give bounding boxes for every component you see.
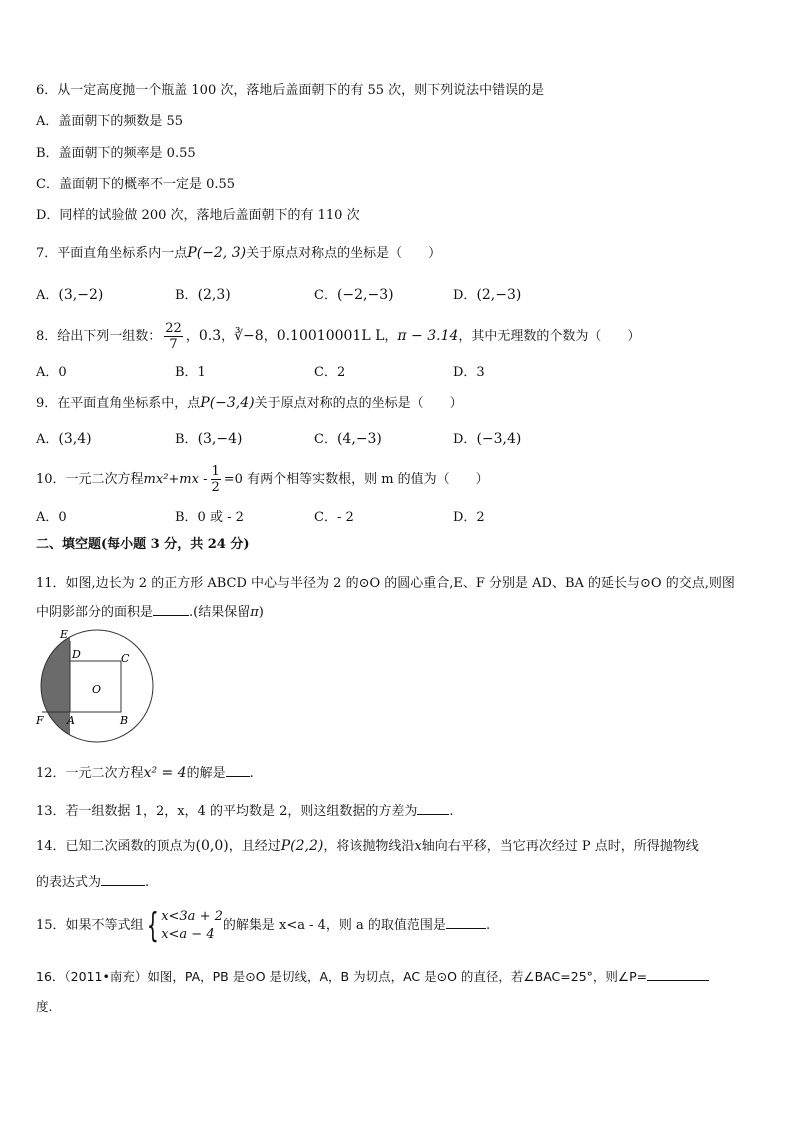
q16-line1: 16．（2011•南充）如图，PA，PB 是⊙O 是切线，A，B 为切点，AC 是⊙O 的直径，若∠BAC=25°，则∠P= xyxy=(36,968,709,986)
q11-figure xyxy=(34,628,164,746)
q10-stem: 10．一元二次方程mx²+mx - $\frac{1}{2}$ =0 有两个相等实数根，则 m 的值为（ ） xyxy=(36,464,489,495)
shaded-region xyxy=(34,628,70,746)
q9-option-b: B．(3,−4) xyxy=(175,431,243,447)
q8-decimal: 0.10010001L L xyxy=(276,328,385,344)
q11-line2: 中阴影部分的面积是 .(结果保留π) xyxy=(36,605,264,620)
q8-option-d: D．3 xyxy=(453,365,485,380)
q15-inequality-system: x<3a + 2 x<a − 4 xyxy=(161,908,223,942)
label-o: O xyxy=(92,683,102,696)
q14-answer-blank xyxy=(101,873,145,886)
q10-option-a: A．0 xyxy=(36,510,67,525)
q9-stem: 9．在平面直角坐标系中，点P(−3,4)关于原点对称的点的坐标是（ ） xyxy=(36,395,463,411)
q15-answer-blank xyxy=(446,916,486,929)
q7-stem: 7．平面直角坐标系内一点P(−2, 3)关于原点对称点的坐标是（ ） xyxy=(36,245,442,261)
label-c: C xyxy=(121,652,130,665)
q8-pi-expr: π − 3.14 xyxy=(397,328,459,344)
q9-point: P(−3,4) xyxy=(200,395,255,411)
q16-line2: 度. xyxy=(36,999,53,1014)
q8-fraction: $\frac{22}{7}$ xyxy=(165,321,182,352)
q9-option-c: C．(4,−3) xyxy=(314,431,382,447)
q9-option-d: D．(−3,4) xyxy=(453,431,522,447)
label-e: E xyxy=(60,628,69,641)
q11-answer-blank xyxy=(153,603,189,616)
q8-stem: 8．给出下列一组数： $\frac{22}{7}$ ，0.3̇，∛−8，0.10010001L L，π − 3.14，其中无理数的个数为（ ） xyxy=(36,321,641,352)
q13-stem: 13．若一组数据 1，2，x，4 的平均数是 2，则这组数据的方差为 . xyxy=(36,804,454,819)
q16-answer-blank xyxy=(647,968,709,981)
q8-cube-root: ∛−8 xyxy=(234,328,264,344)
q10-option-d: D．2 xyxy=(453,510,485,525)
q9-option-a: A．(3,4) xyxy=(36,431,92,447)
label-b: B xyxy=(120,714,129,727)
q15-stem: 15．如果不等式组{ x<3a + 2 x<a − 4 的解集是 x<a - 4，则 a 的取值范围是 . xyxy=(36,905,491,946)
q8-option-b: B．1 xyxy=(175,365,206,380)
q7-option-b: B．(2,3) xyxy=(175,287,231,303)
q12-stem: 12．一元二次方程x² = 4的解是 . xyxy=(36,765,254,781)
q11-line1: 11．如图,边长为 2 的正方形 ABCD 中心与半径为 2 的⊙O 的圆心重合,E、F 分别是 AD、BA 的延长与⊙O 的交点,则图 xyxy=(36,576,735,591)
label-d: D xyxy=(72,648,81,661)
section-heading: 二、填空题(每小题 3 分，共 24 分) xyxy=(36,537,250,552)
label-a: A xyxy=(67,714,75,727)
label-f: F xyxy=(36,714,44,727)
q7-option-d: D．(2,−3) xyxy=(453,287,522,303)
q8-repeating-decimal: 0.3̇ xyxy=(198,328,222,344)
q12-equation: x² = 4 xyxy=(143,765,187,781)
q6-stem: 6．从一定高度抛一个瓶盖 100 次，落地后盖面朝下的有 55 次，则下列说法中错误的是 xyxy=(36,83,545,98)
q7-option-a: A．(3,−2) xyxy=(36,287,104,303)
q10-expr: mx²+mx - xyxy=(143,472,208,487)
q6-option-d: D．同样的试验做 200 次，落地后盖面朝下的有 110 次 xyxy=(36,208,360,223)
q12-answer-blank xyxy=(226,764,250,777)
q8-option-a: A．0 xyxy=(36,365,67,380)
q8-option-c: C．2 xyxy=(314,365,346,380)
q13-answer-blank xyxy=(417,802,449,815)
q6-option-c: C．盖面朝下的概率不一定是 0.55 xyxy=(36,177,236,192)
q14-line2: 的表达式为 . xyxy=(36,875,150,890)
q14-line1: 14．已知二次函数的顶点为(0,0)，且经过P(2,2)，将该抛物线沿x轴向右平移，当它再次经过 P 点时，所得抛物线 xyxy=(36,838,699,854)
q7-point: P(−2, 3) xyxy=(187,245,247,261)
q7-option-c: C．(−2,−3) xyxy=(314,287,394,303)
q10-fraction: $\frac{1}{2}$ xyxy=(211,464,220,495)
q6-option-b: B．盖面朝下的频率是 0.55 xyxy=(36,146,196,161)
q10-option-b: B．0 或 - 2 xyxy=(175,510,244,525)
q10-option-c: C．- 2 xyxy=(314,510,354,525)
left-brace-icon: { xyxy=(146,905,159,946)
q6-option-a: A．盖面朝下的频数是 55 xyxy=(36,114,184,129)
